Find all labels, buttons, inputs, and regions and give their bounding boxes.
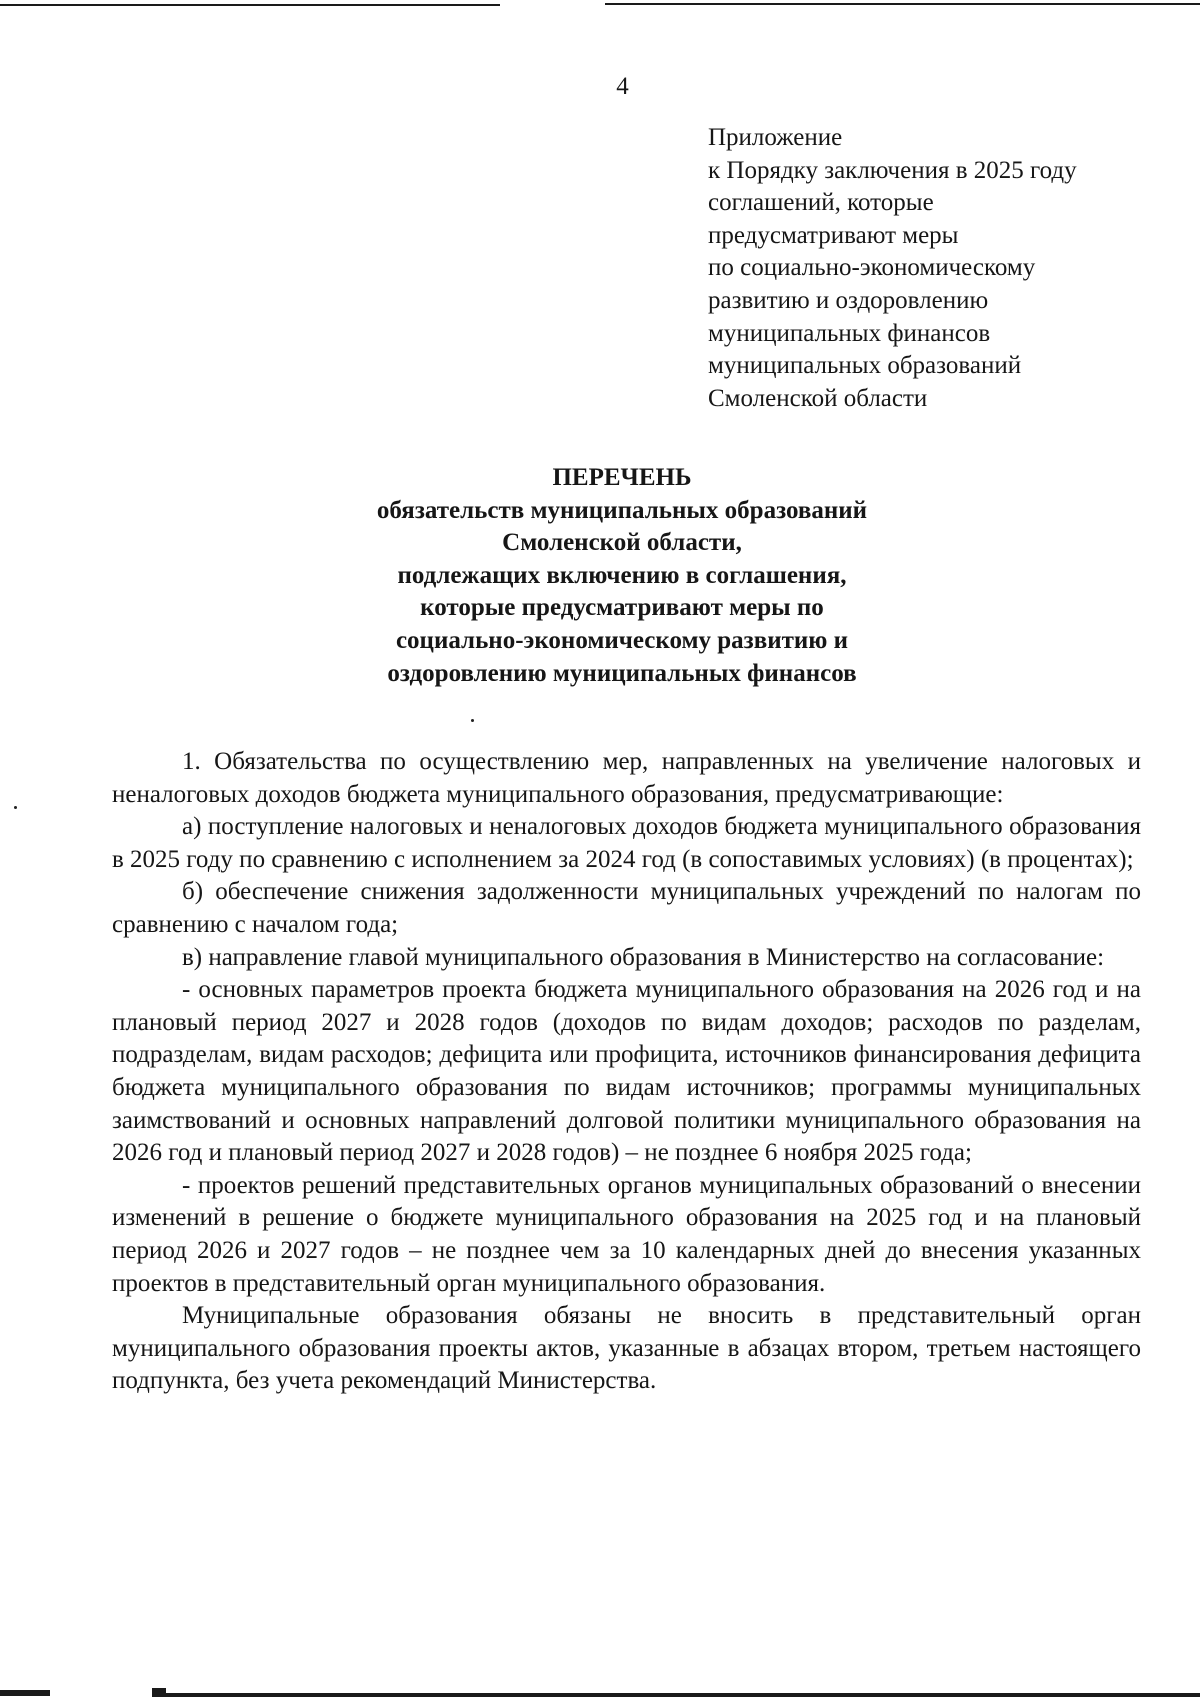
title-line: социально-экономическому развитию и bbox=[395, 626, 849, 654]
appendix-reference bbox=[708, 122, 1188, 415]
scan-speck bbox=[471, 719, 474, 722]
title-line: оздоровлению муниципальных финансов bbox=[387, 659, 857, 687]
body-paragraph: - основных параметров проекта бюджета муниципального образования на 2026 год и на плановый период 2027 и 2028 годов (доходов по видам доходов; расходов по разделам, подразделам, видам расходов; дефицита или профицита, источников финансирования дефицита бюджета муниципального образования по видам источников; программы муниципальных заимствований и основных направлений долговой политики муниципального образования на 2026 год и плановый период 2027 и 2028 годов) – не позднее 6 ноября 2025 года; bbox=[112, 976, 1141, 1167]
body-paragraph: в) направление главой муниципального образования в Министерство на согласование: bbox=[182, 943, 1105, 971]
appendix-line: Приложение bbox=[708, 124, 843, 151]
scan-edge-bottom-line bbox=[0, 1690, 50, 1696]
document-title bbox=[113, 462, 1131, 690]
title-line: ПЕРЕЧЕНЬ bbox=[552, 464, 692, 491]
body-paragraph: а) поступление налоговых и неналоговых доходов бюджета муниципального образования в 2025 году по сравнению с исполнением за 2024 год (в сопоставимых условиях) (в процентах); bbox=[112, 813, 1141, 873]
appendix-line: соглашений, которые bbox=[708, 189, 934, 217]
page-number: 4 bbox=[616, 73, 629, 100]
title-line: обязательств муниципальных образований bbox=[376, 496, 868, 524]
appendix-line: к Порядку заключения в 2025 году bbox=[708, 156, 1077, 184]
body-paragraph: Муниципальные образования обязаны не вносить в представительный орган муниципального образования проекты актов, указанные в абзацах втором, третьем настоящего подпункта, без учета рекомендаций Министерства. bbox=[112, 1302, 1141, 1395]
title-line: подлежащих включению в соглашения, bbox=[397, 561, 847, 589]
scan-edge-bottom-mark bbox=[152, 1688, 166, 1696]
appendix-line: предусматривают меры bbox=[708, 221, 959, 249]
scan-edge-bottom-line-right bbox=[152, 1693, 1200, 1697]
title-line: которые предусматривают меры по bbox=[420, 594, 824, 622]
body-paragraph: 1. Обязательства по осуществлению мер, направленных на увеличение налоговых и неналоговых доходов бюджета муниципального образования, предусматривающие: bbox=[112, 748, 1141, 808]
document-body bbox=[112, 746, 1141, 1398]
scan-edge-top-line bbox=[0, 4, 500, 6]
appendix-line: развитию и оздоровлению bbox=[708, 286, 989, 314]
appendix-line: Смоленской области bbox=[708, 384, 928, 412]
title-line: Смоленской области, bbox=[502, 529, 742, 557]
scan-speck bbox=[14, 806, 17, 809]
appendix-line: муниципальных финансов bbox=[708, 319, 991, 347]
appendix-line: муниципальных образований bbox=[708, 352, 1022, 380]
scan-edge-top-line-right bbox=[605, 3, 1200, 5]
body-paragraph: б) обеспечение снижения задолженности муниципальных учреждений по налогам по сравнению с началом года; bbox=[112, 878, 1141, 938]
body-paragraph: - проектов решений представительных органов муниципальных образований о внесении изменений в решение о бюджете муниципального образования на 2025 год и на плановый период 2026 и 2027 годов – не позднее чем за 10 календарных дней до внесения указанных проектов в представительный орган муниципального образования. bbox=[112, 1171, 1141, 1297]
appendix-line: по социально-экономическому bbox=[708, 254, 1036, 282]
